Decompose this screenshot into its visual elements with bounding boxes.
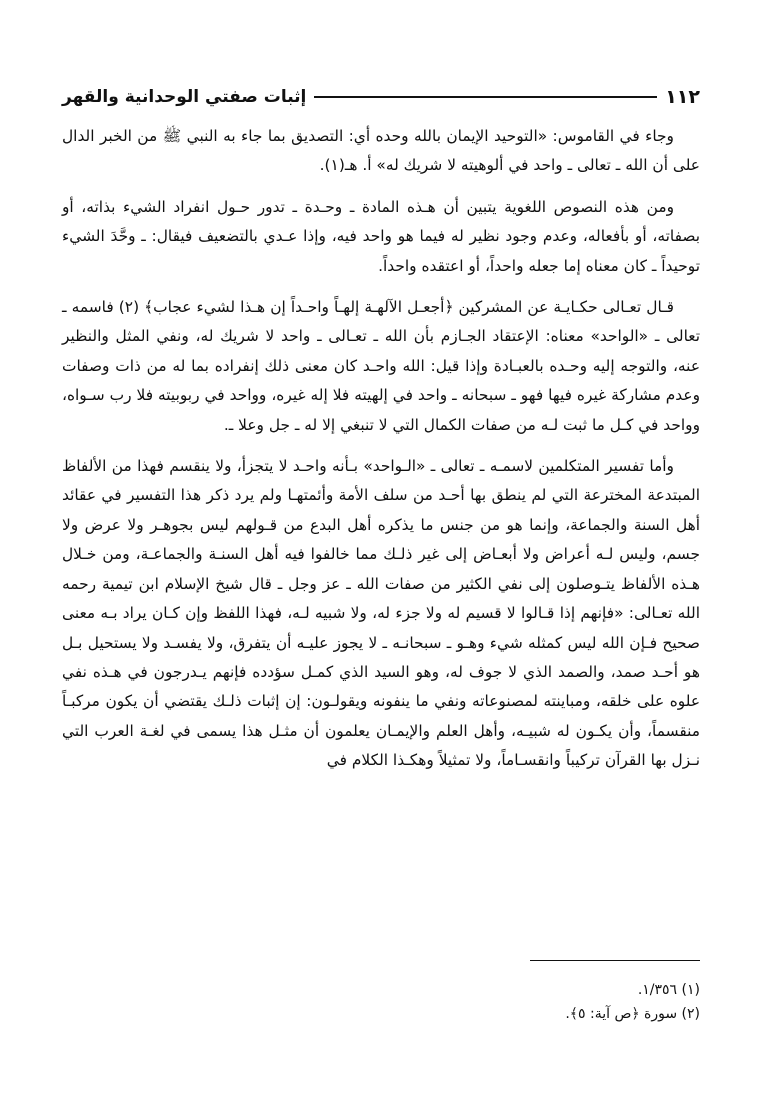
footnote-1: (١) ١/٣٥٦. — [637, 982, 700, 998]
page-header — [62, 82, 700, 112]
paragraph-2: ومن هذه النصوص اللغوية يتبين أن هـذه المادة ـ وحـدة ـ تدور حـول انفراد الشيء بذاته، أو بصفاته، أو بأفعاله، وعدم وجود نظير له فيما هو واحد فيه، وإذا عـدي بالتضعيف فيقال: ـ وحَّدَ الشيء توحيداً ـ كان معناه إما جعله واحداً، أو اعتقده واحداً. — [62, 197, 700, 275]
running-title: إثبات صفتي الوحدانية والقهر — [62, 87, 307, 107]
paragraph-1: وجاء في القاموس: «التوحيد الإيمان بالله وحده أي: التصديق بما جاء به النبي ﷺ من الخبر الدال على أن الله ـ تعالى ـ واحد في ألوهيته لا شريك له» أ. هـ(١). — [62, 127, 700, 175]
page-number: ١١٢ — [665, 86, 700, 108]
footnotes — [62, 978, 700, 1026]
footnote-separator — [530, 960, 700, 961]
paragraph-3: قـال تعـالى حكـايـة عن المشركين ﴿أجعـل الآلهـة إلهـاً واحـداً إن هـذا لشيء عجاب﴾ (٢) فاسمه ـ تعالى ـ «الواحد» معناه: الإعتقاد الجـازم بأن الله ـ تعـالى ـ واحد لا شريك له، ونفي المثل والنظير عنه، والتوجه إليه وحـده بالعبـادة وإذا قيل: الله واحـد كان معنى ذلك إنفراده بما له من ذات وصفات وعدم مشاركة غيره فيها فهو ـ سبحانه ـ واحد في إلهيته فلا إله غيره، وواحد في ربوبيته فلا رب سـواه، وواحد في كـل ما ثبت لـه من صفات الكمال التي لا تنبغي إلا له ـ جل وعلا ـ. — [62, 298, 700, 434]
footnote-2: (٢) سورة ﴿ص آية: ٥﴾. — [565, 1006, 700, 1022]
header-rule — [314, 96, 657, 98]
main-text — [62, 122, 700, 788]
paragraph-4: وأما تفسير المتكلمين لاسمـه ـ تعالى ـ «الـواحد» بـأنه واحـد لا يتجزأ، ولا ينقسم فهذا من الألفاظ المبتدعة المخترعة التي لم ينطق بها أحـد من سلف الأمة وأئمتهـا ولم يرد ذكر هذا التفسير في عقائد أهل السنة والجماعة، وإنما هو من جنس ما يذكره أهل البدع من قـولهم ليس بجوهـر ولا عرض ولا جسم، وليس لـه أعراض ولا أبعـاض إلى غير ذلـك مما خالفوا فيه أهل السنـة والجماعـة، ومن خـلال هـذه الألفاظ يتـوصلون إلى نفي الكثير من صفات الله ـ عز وجل ـ قال شيخ الإسلام ابن تيمية رحمه الله تعـالى: «فإنهم إذا قـالوا لا قسيم له ولا جزء له، ولا شبيه لـه، فهذا اللفظ وإن كـان يراد بـه معنى صحيح فـإن الله ليس كمثله شيء وهـو ـ سبحانـه ـ لا يجوز عليـه أن يتفرق، ولا يفسـد ولا يستحيل بـل هو أحـد صمد، والصمد الذي لا جوف له، وهو السيد الذي كمـل سؤدده فإنهم يـدرجون في هـذه نفي علوه على خلقه، ومباينته لمصنوعاته ونفي ما ينفونه ويقولـون: إن إثبات ذلـك يقتضي أن يكون مركبـاً منقسماً، وأن يكـون له شبيـه، وأهل العلم والإيمـان يعلمون أن مثـل هذا يسمى في لغـة العرب التي نـزل بها القرآن تركيباً وانقسـاماً، ولا تمثيلاً وهكـذا الكلام في — [62, 457, 700, 770]
